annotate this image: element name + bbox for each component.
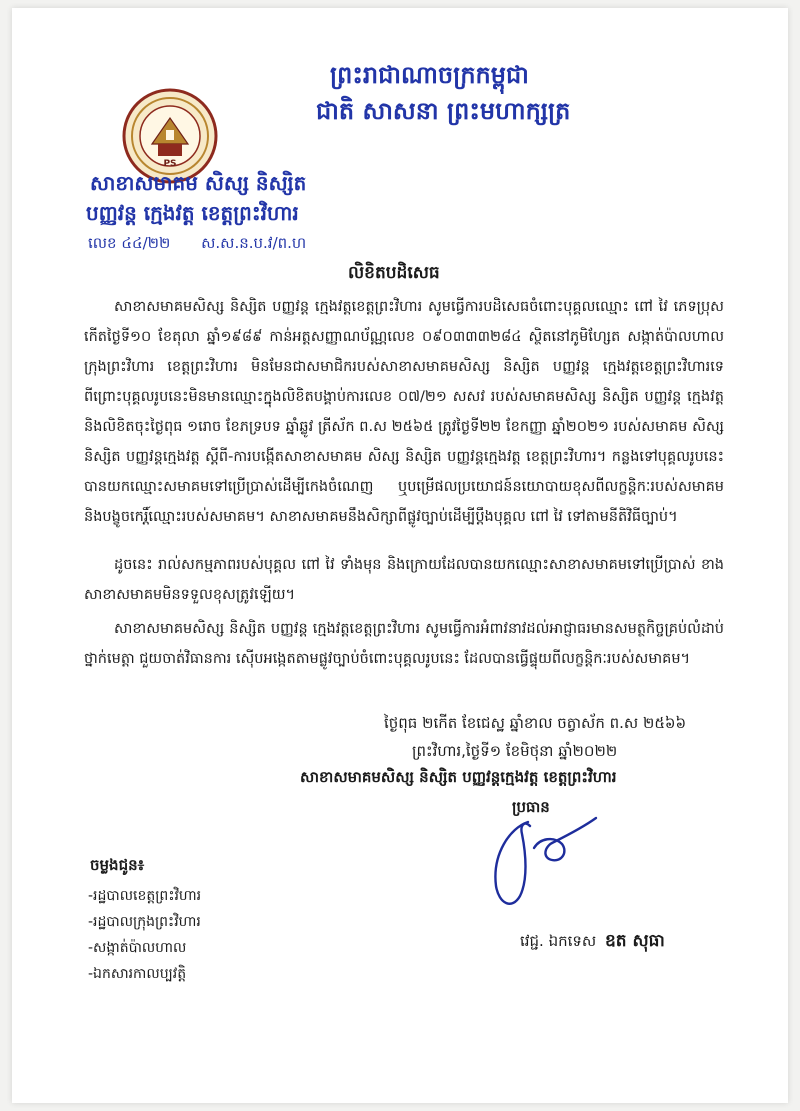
signatory-role: ប្រធាន <box>512 798 550 816</box>
signatory-name: ឧត សុធា <box>604 931 665 951</box>
body-paragraph-1: សាខាសមាគមសិស្ស និស្សិត បញ្ញវន្ត ក្មេងវត្តខេត្តព្រះវិហារ សូមធ្វើការបដិសេធចំពោះបុគ្គលឈ្មោះ ពៅ វៃ ភេទប្រុស កើតថ្ងៃទី១០ ខែតុលា ឆ្នាំ១៩៨៩ កាន់អត្តសញ្ញាណប័ណ្ណលេខ ០៩០៣៣៣២៨៤ ស្ថិតនៅភូមិហ្សែត សង្កាត់ប៉ាលហាល ក្រុងព្រះវិហារ ខេត្តព្រះវិហារ មិនមែនជាសមាជិករបស់សាខាសមាគមសិស្ស និស្សិត បញ្ញវន្ត ក្មេងវត្តខេត្តព្រះវិហារទេ ពីព្រោះបុគ្គលរូបនេះមិនមានឈ្មោះក្នុងលិខិតបង្គាប់ការលេខ ០៧/២១ សសវ របស់សមាគមសិស្ស និស្សិត បញ្ញវន្ត ក្មេងវត្ត និងលិខិតចុះថ្ងៃពុធ ១រោច ខែភទ្របទ ឆ្នាំឆ្លូវ ត្រីស័ក ព.ស ២៥៦៥ ត្រូវថ្ងៃទី២២ ខែកញ្ញា ឆ្នាំ២០២១ របស់សមាគម សិស្ស និស្សិត បញ្ញវន្តក្មេងវត្ត ស្តីពី-ការបង្កើតសាខាសមាគម សិស្ស និស្សិត បញ្ញវន្តក្មេងវត្ត ខេត្តព្រះវិហារ។ កន្លងទៅបុគ្គលរូបនេះ បានយកឈ្មោះសមាគមទៅប្រើប្រាស់ដើម្បីកេងចំណេញ ឬបម្រើផលប្រយោជន៍នយោបាយខុសពីលក្ខន្តិកៈរបស់សមាគម និងបង្ខូចកេរ្តិ៍ឈ្មោះរបស់សមាគម។ សាខាសមាគមនឹងសិក្សាពីផ្លូវច្បាប់ដើម្បីប្តឹងបុគ្គល ពៅ វៃ ទៅតាមនីតិវិធីច្បាប់។ <box>84 299 724 525</box>
copy-to-heading: ចម្លងជូន៖ <box>90 856 145 874</box>
kingdom-heading: ព្រះរាជាណាចក្រកម្ពុជា <box>330 61 529 89</box>
sender-org-line1: សាខាសមាគម សិស្ស និស្សិត <box>90 171 307 195</box>
signature-icon <box>470 808 610 918</box>
date-lunar: ថ្ងៃពុធ ២កើត ខែជេស្ឋ ឆ្នាំខាល ចត្វាស័ក ព.ស ២៥៦៦ <box>384 714 687 732</box>
signatory-title: វេជ្ជ. ឯកទេស <box>520 932 597 950</box>
sender-org-line2: បញ្ញវន្ត ក្មេងវត្ត ខេត្តព្រះវិហារ <box>86 201 299 225</box>
body-paragraph-3: សាខាសមាគមសិស្ស និស្សិត បញ្ញវន្ត ក្មេងវត្តខេត្តព្រះវិហារ សូមធ្វើការអំពាវនាវដល់អាជ្ញាធរមានសមត្ថកិច្ចគ្រប់លំដាប់ថ្នាក់មេត្តា ជួយចាត់វិធានការ ស៊ើបអង្កេតតាមផ្លូវច្បាប់ចំពោះបុគ្គលរូបនេះ ដែលបានធ្វើផ្ទុយពីលក្ខន្តិកៈរបស់សមាគម។ <box>84 621 724 667</box>
reference-number-suffix: ស.ស.ន.ប.វ/ព.ហ <box>201 234 307 252</box>
recipient-item: -សង្កាត់ប៉ាលហាល <box>88 940 187 956</box>
signatory-name-line <box>520 930 665 955</box>
signatory-org: សាខាសមាគមសិស្ស និស្សិត បញ្ញវន្តក្មេងវត្ត ខេត្តព្រះវិហារ <box>300 768 617 786</box>
date-solar: ព្រះវិហារ,ថ្ងៃទី១ ខែមិថុនា ឆ្នាំ២០២២ <box>412 742 618 760</box>
reference-number <box>88 234 306 256</box>
body-paragraph-2: ដូចនេះ រាល់សកម្មភាពរបស់បុគ្គល ពៅ វៃ ទាំងមុន និងក្រោយដែលបានយកឈ្មោះសាខាសមាគមទៅប្រើប្រាស់ ខាងសាខាសមាគមមិនទទួលខុសត្រូវឡើយ។ <box>84 557 724 603</box>
recipient-item: -រដ្ឋបាលខេត្តព្រះវិហារ <box>88 888 202 904</box>
national-motto: ជាតិ សាសនា ព្រះមហាក្សត្រ <box>316 97 571 125</box>
recipient-item: -រដ្ឋបាលក្រុងព្រះវិហារ <box>88 914 201 930</box>
recipient-item: -ឯកសារកាលប្បវត្តិ <box>88 966 187 982</box>
reference-number-value: លេខ ៤៤/២២ <box>88 234 171 252</box>
svg-text:PS: PS <box>163 159 177 169</box>
handwritten-signature <box>470 808 610 918</box>
letter-title: លិខិតបដិសេធ <box>348 263 440 283</box>
